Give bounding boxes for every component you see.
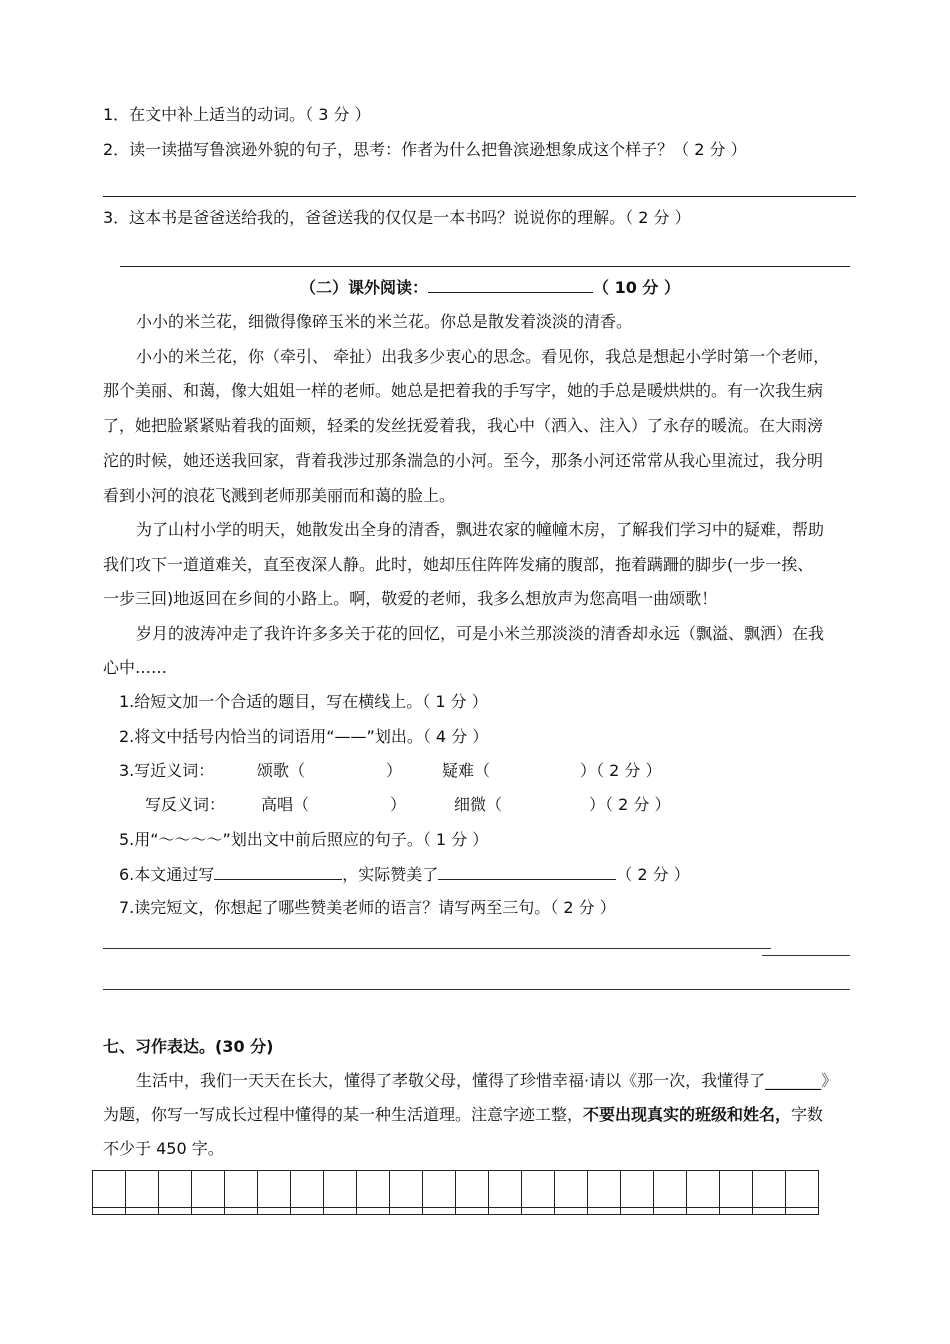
question-1: 1．在文中补上适当的动词。（ 3 分 ） xyxy=(103,105,371,124)
answer-line-q7 xyxy=(762,955,850,956)
answer-line-q7 xyxy=(103,989,850,990)
passage-p1: 小小的米兰花，细微得像碎玉米的米兰花。你总是散发着淡淡的清香。 xyxy=(136,312,633,331)
passage-line: 那个美丽、和蔼，像大姐姐一样的老师。她总是把着我的手写字，她的手总是暖烘烘的。有一次我生病 xyxy=(103,381,824,400)
answer-line-q7 xyxy=(103,948,771,949)
reading-heading-prefix: （二）课外阅读： xyxy=(300,278,429,297)
synonym-2-close: ）（ 2 分 ） xyxy=(580,761,662,780)
essay-prompt-line: 不少于 450 字。 xyxy=(103,1139,224,1158)
passage-line: 我们攻下一道道难关，直至夜深人静。此时，她却压住阵阵发痛的腹部，拖着蹒跚的脚步(一步一挨、 xyxy=(103,555,814,574)
essay-prompt-line xyxy=(103,1105,823,1125)
antonym-2: 细微（ xyxy=(454,795,503,814)
passage-line: 岁月的波涛冲走了我许许多多关于花的回忆，可是小米兰那淡淡的清香却永远（飘溢、飘洒）在我 xyxy=(136,624,825,643)
section-7-title: 七、习作表达。(30 分) xyxy=(103,1037,274,1056)
reading-q4-label: 写反义词： xyxy=(145,795,226,814)
reading-q6 xyxy=(119,864,690,885)
q6-blank-2[interactable] xyxy=(438,864,616,880)
reading-q7: 7.读完短文，你想起了哪些赞美老师的语言？请写两至三句。（ 2 分 ） xyxy=(119,898,616,917)
answer-line-q3 xyxy=(120,266,850,267)
reading-q5: 5.用“～～～～”划出文中前后照应的句子。（ 1 分 ） xyxy=(119,830,489,849)
antonym-2-close: ）（ 2 分 ） xyxy=(589,795,671,814)
passage-line: 沱的时候，她还送我回家，背着我涉过那条湍急的小河。至今，那条小河还常常从我心里流过，我分明 xyxy=(103,451,824,470)
question-2: 2．读一读描写鲁滨逊外貌的句子，思考：作者为什么把鲁滨逊想象成这个样子？（ 2 分 ） xyxy=(103,140,747,159)
passage-line: 为了山村小学的明天，她散发出全身的清香，飘进农家的幢幢木房，了解我们学习中的疑难，帮助 xyxy=(136,520,825,539)
synonym-2: 疑难（ xyxy=(442,761,491,780)
essay-prompt-text: 为题，你写一写成长过程中懂得的某一种生活道理。注意字迹工整， xyxy=(103,1105,584,1124)
reading-heading-score: （ 10 分 ） xyxy=(593,278,680,297)
antonym-1: 高唱（ xyxy=(261,795,310,814)
reading-q2: 2.将文中括号内恰当的词语用“——”划出。（ 4 分 ） xyxy=(119,727,489,746)
reading-heading xyxy=(300,277,680,298)
reading-q6-text-a: 6.本文通过写 xyxy=(119,865,215,884)
passage-line: 看到小河的浪花飞溅到老师那美丽而和蔼的脸上。 xyxy=(103,486,456,505)
passage-line: 小小的米兰花，你（牵引、 牵扯）出我多少衷心的思念。看见你，我总是想起小学时第一个老师， xyxy=(136,347,830,366)
passage-line: 心中…… xyxy=(103,658,168,677)
reading-q6-text-b: ，实际赞美了 xyxy=(342,865,439,884)
passage-line: 一步三回)地返回在乡间的小路上。啊，敬爱的老师，我多么想放声为您高唱一曲颂歌！ xyxy=(103,589,718,608)
title-blank[interactable] xyxy=(428,277,593,293)
writing-grid[interactable] xyxy=(92,1170,819,1215)
reading-q6-score: （ 2 分 ） xyxy=(616,865,690,884)
question-3: 3．这本书是爸爸送给我的，爸爸送我的仅仅是一本书吗？说说你的理解。（ 2 分 ） xyxy=(103,208,691,227)
reading-q3-label: 3.写近义词： xyxy=(119,761,215,780)
essay-prompt-emphasis: 不要出现真实的班级和姓名， xyxy=(583,1105,792,1124)
passage-line: 了，她把脸紧紧贴着我的面颊，轻柔的发丝抚爱着我，我心中（洒入、注入）了永存的暖流。在大雨滂 xyxy=(103,416,824,435)
synonym-1-close: ） xyxy=(386,761,403,780)
synonym-1: 颂歌（ xyxy=(257,761,306,780)
reading-q1: 1.给短文加一个合适的题目，写在横线上。（ 1 分 ） xyxy=(119,692,488,711)
q6-blank-1[interactable] xyxy=(214,864,342,880)
answer-line-q2 xyxy=(103,196,856,197)
essay-prompt-text: 字数 xyxy=(791,1105,824,1124)
antonym-1-close: ） xyxy=(390,795,407,814)
essay-prompt-line: 生活中，我们一天天在长大，懂得了孝敬父母，懂得了珍惜幸福·请以《那一次，我懂得了_______》 xyxy=(136,1071,838,1090)
